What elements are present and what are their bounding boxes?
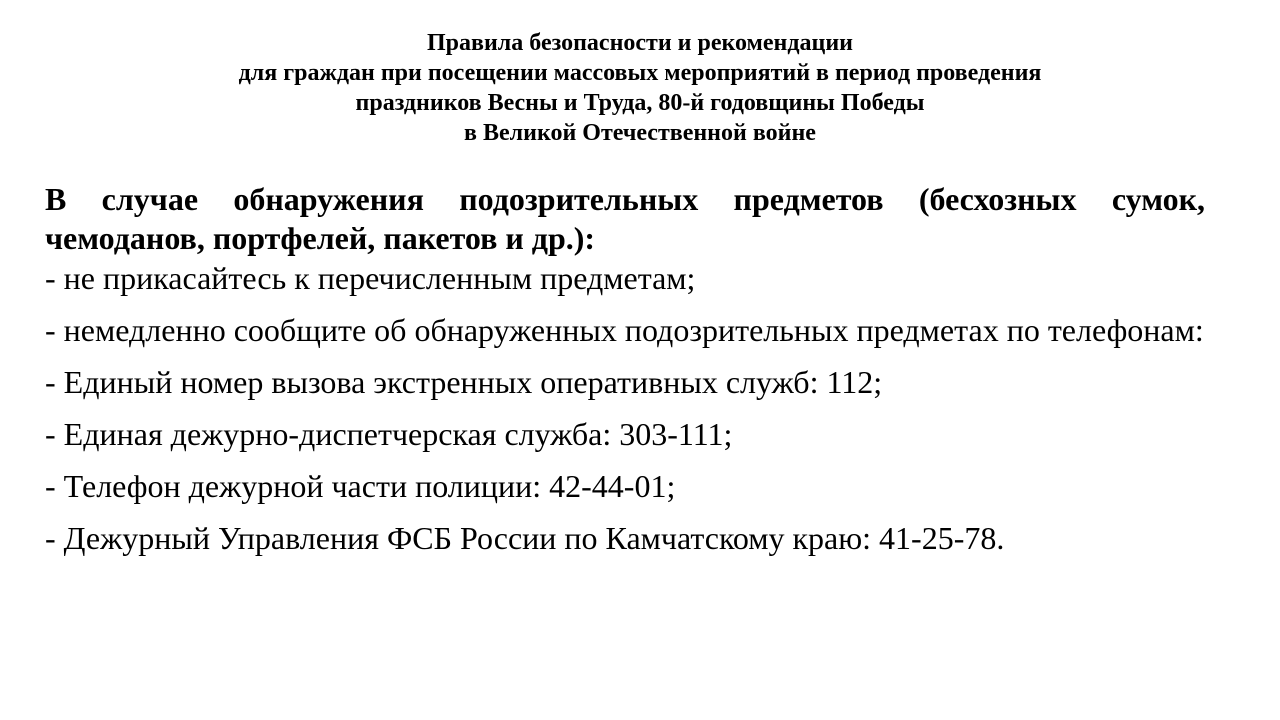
title-line-4: в Великой Отечественной войне — [464, 120, 816, 146]
phone-fsb: - Дежурный Управления ФСБ России по Камчатскому краю: 41-25-78. — [45, 520, 1005, 556]
instruction-report: - немедленно сообщите об обнаруженных подозрительных предметах по телефонам: — [45, 312, 1204, 348]
phone-emergency: - Единый номер вызова экстренных оперативных служб: 112; — [45, 364, 883, 400]
title-line-3: праздников Весны и Труда, 80-й годовщины Победы — [355, 90, 925, 116]
title-line-1: Правила безопасности и рекомендации — [426, 30, 854, 56]
title-line-2: для граждан при посещении массовых мероприятий в период проведения — [238, 60, 1042, 86]
instruction-do-not-touch: - не прикасайтесь к перечисленным предметам; — [45, 260, 696, 296]
content-body — [45, 180, 1205, 556]
phone-police: - Телефон дежурной части полиции: 42-44-01; — [45, 468, 676, 504]
phone-dispatch: - Единая дежурно-диспетчерская служба: 303-111; — [45, 416, 733, 452]
section-heading: В случае обнаружения подозрительных предметов (бесхозных сумок, чемоданов, портфелей, пакетов и др.): — [45, 181, 1205, 256]
page-title — [60, 28, 1220, 148]
